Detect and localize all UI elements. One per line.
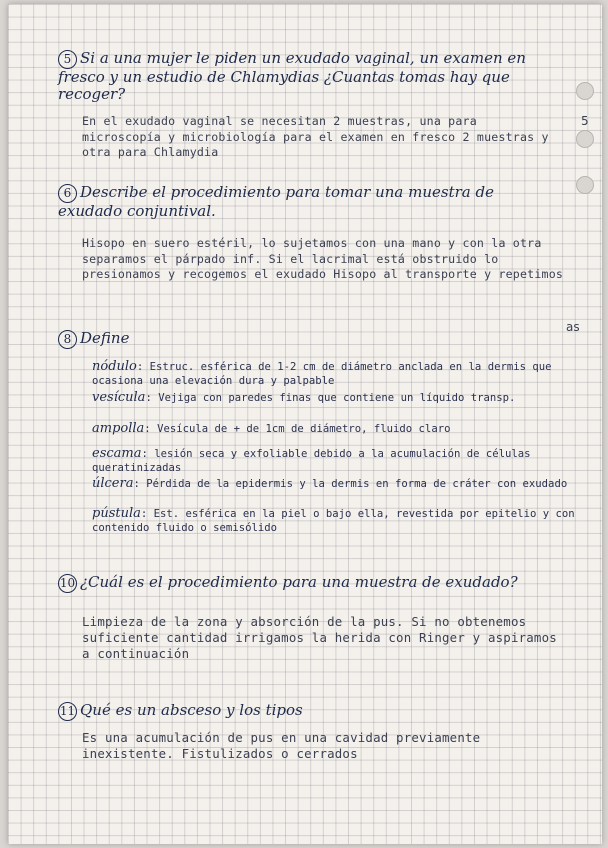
definition-text: Vesícula de + de 1cm de diámetro, fluido claro <box>157 423 451 435</box>
definition-term: escama <box>92 446 142 461</box>
question-text: ¿Cuál es el procedimiento para una muestra de exudado? <box>80 573 518 591</box>
question-number: 8 <box>58 330 77 349</box>
definition-term: pústula <box>92 506 141 521</box>
binder-hole <box>576 130 594 148</box>
definition-term: nódulo <box>92 359 137 374</box>
question-text: Qué es un absceso y los tipos <box>80 701 303 719</box>
question-5 <box>58 50 562 103</box>
definition-item: úlcera: Pérdida de la epidermis y la dermis en forma de cráter con exudado <box>92 476 568 491</box>
definition-text: Pérdida de la epidermis y la dermis en forma de cráter con exudado <box>146 478 568 490</box>
definition-term: úlcera <box>92 476 134 491</box>
answer-5: En el exudado vaginal se necesitan 2 muestras, una para microscopía y microbiología para el examen en fresco 2 muestras y otra para Chlamydia <box>82 114 549 160</box>
margin-mark: 5 <box>581 114 589 128</box>
question-6 <box>58 184 562 220</box>
question-8 <box>58 330 562 349</box>
question-number: 5 <box>58 50 77 69</box>
binder-hole <box>576 176 594 194</box>
definition-text: Est. esférica en la piel o bajo ella, revestida por epitelio y con contenido fluido o semisólido <box>92 508 575 534</box>
definition-item: ampolla: Vesícula de + de 1cm de diámetro, fluido claro <box>92 421 451 436</box>
answer-6: Hisopo en suero estéril, lo sujetamos con una mano y con la otra separamos el párpado inf. Si el lacrimal está obstruido lo presionamos y recogemos el exudado Hisopo al transporte y repetimos <box>82 236 564 282</box>
answer-11: Es una acumulación de pus en una cavidad previamente inexistente. Fistulizados o cerrados <box>82 730 481 761</box>
question-text: Si a una mujer le piden un exudado vaginal, un examen en fresco y un estudio de Chlamydias ¿Cuantas tomas hay que recoger? <box>58 49 526 103</box>
answer-10: Limpieza de la zona y absorción de la pus. Si no obtenemos suficiente cantidad irrigamos la herida con Ringer y aspiramos a continuación <box>82 614 557 661</box>
margin-mark: as <box>566 320 580 334</box>
definition-text: lesión seca y exfoliable debido a la acumulación de células queratinizadas <box>92 448 531 474</box>
binder-hole <box>576 82 594 100</box>
definition-item: vesícula: Vejiga con paredes finas que contiene un líquido transp. <box>92 390 516 405</box>
question-number: 6 <box>58 184 77 203</box>
question-number: 10 <box>58 574 77 593</box>
definition-text: Vejiga con paredes finas que contiene un líquido transp. <box>158 392 516 404</box>
definition-text: Estruc. esférica de 1-2 cm de diámetro anclada en la dermis que ocasiona una elevación dura y palpable <box>92 361 552 387</box>
definition-item: escama: lesión seca y exfoliable debido a la acumulación de células queratinizadas <box>92 446 531 474</box>
definition-item: nódulo: Estruc. esférica de 1-2 cm de diámetro anclada en la dermis que ocasiona una elevación dura y palpable <box>92 359 552 387</box>
question-text: Describe el procedimiento para tomar una muestra de exudado conjuntival. <box>58 183 494 220</box>
definition-term: vesícula <box>92 390 146 405</box>
notebook-page <box>8 4 602 844</box>
question-number: 11 <box>58 702 77 721</box>
question-10 <box>58 574 562 593</box>
definition-term: ampolla <box>92 421 145 436</box>
question-text: Define <box>80 329 130 347</box>
question-11 <box>58 702 562 721</box>
definition-item: pústula: Est. esférica en la piel o bajo ella, revestida por epitelio y con contenido fluido o semisólido <box>92 506 575 534</box>
